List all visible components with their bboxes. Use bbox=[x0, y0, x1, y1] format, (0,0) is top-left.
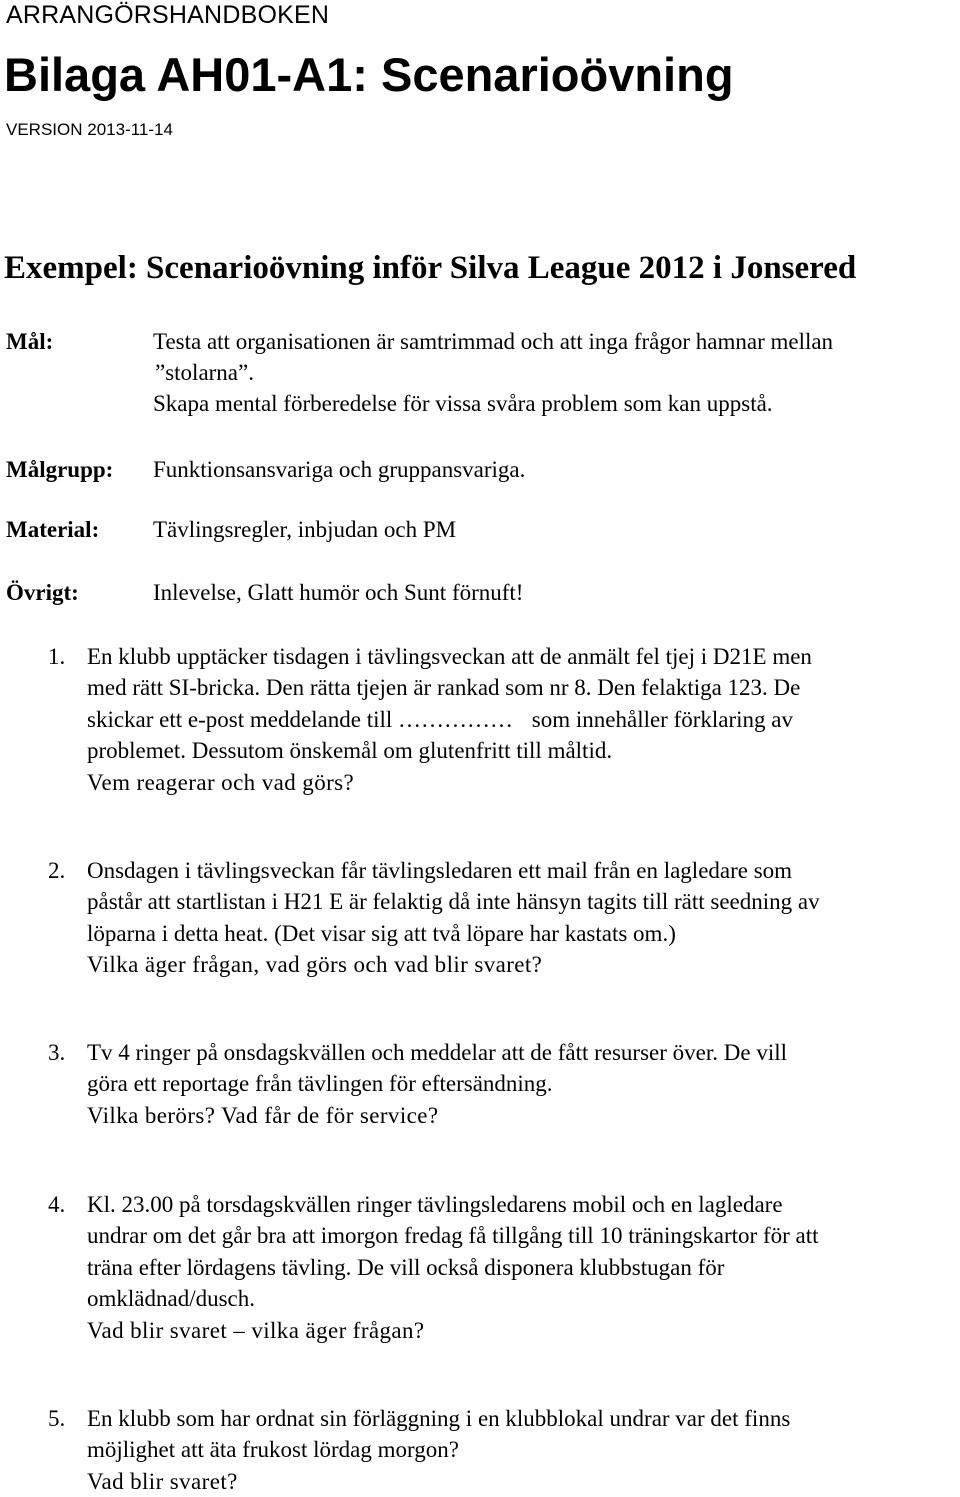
question-1-line-1: En klubb upptäcker tisdagen i tävlingsveckan att de anmält fel tjej i D21E men bbox=[87, 644, 812, 669]
question-2-body bbox=[87, 855, 955, 981]
question-1-number: 1. bbox=[48, 644, 66, 669]
version-label: VERSION 2013-11-14 bbox=[6, 120, 173, 139]
question-5-number: 5. bbox=[48, 1406, 66, 1431]
field-label-material: Material: bbox=[6, 517, 100, 542]
recipient-blank: …………… bbox=[398, 706, 514, 732]
question-2-number: 2. bbox=[48, 858, 66, 883]
question-1-line-3-before: skickar ett e-post meddelande till bbox=[87, 706, 393, 732]
question-1-ask: Vem reagerar och vad görs? bbox=[87, 769, 355, 795]
question-5-line-2: möjlighet att äta frukost lördag morgon? bbox=[87, 1437, 459, 1463]
question-2-line-1: Onsdagen i tävlingsveckan får tävlingsledaren ett mail från en lagledare som bbox=[87, 858, 793, 883]
question-4-line-3: träna efter lördagens tävling. De vill också disponera klubbstugan för bbox=[87, 1254, 725, 1280]
field-value-ovrigt: Inlevelse, Glatt humör och Sunt förnuft! bbox=[153, 580, 524, 605]
mal-line-1: Testa att organisationen är samtrimmad och att inga frågor hamnar mellan bbox=[153, 329, 834, 354]
question-5-ask: Vad blir svaret? bbox=[87, 1468, 238, 1494]
question-2-line-3: löparna i detta heat. (Det visar sig att två löpare har kastats om.) bbox=[87, 920, 676, 946]
question-3-line-1: Tv 4 ringer på onsdagskvällen och meddelar att de fått resurser över. De vill bbox=[87, 1040, 787, 1065]
question-4-number: 4. bbox=[48, 1192, 66, 1217]
question-4-line-1: Kl. 23.00 på torsdagskvällen ringer tävlingsledarens mobil och en lagledare bbox=[87, 1192, 783, 1217]
mal-line-2: ”stolarna”. bbox=[155, 360, 254, 385]
mal-line-3: Skapa mental förberedelse för vissa svåra problem som kan uppstå. bbox=[153, 391, 773, 416]
question-1-line-4: problemet. Dessutom önskemål om glutenfritt till måltid. bbox=[87, 738, 613, 764]
example-heading: Exempel: Scenarioövning inför Silva League 2012 i Jonsered bbox=[4, 250, 857, 286]
question-5-body bbox=[87, 1403, 955, 1497]
question-4-line-2: undrar om det går bra att imorgon fredag få tillgång till 10 träningskartor för att bbox=[87, 1223, 819, 1249]
field-label-mal: Mål: bbox=[6, 329, 54, 354]
question-1-line-2: med rätt SI-bricka. Den rätta tjejen är rankad som nr 8. Den felaktiga 123. De bbox=[87, 675, 801, 701]
handbook-kicker: ARRANGÖRSHANDBOKEN bbox=[6, 1, 330, 29]
question-3-ask: Vilka berörs? Vad får de för service? bbox=[87, 1102, 439, 1128]
field-value-mal bbox=[153, 326, 958, 419]
field-label-malgrupp: Målgrupp: bbox=[6, 457, 114, 482]
question-3-body bbox=[87, 1037, 955, 1131]
question-4-line-4: omklädnad/dusch. bbox=[87, 1286, 255, 1312]
question-4-ask: Vad blir svaret – vilka äger frågan? bbox=[87, 1317, 425, 1343]
question-4-body bbox=[87, 1189, 955, 1346]
question-1-line-3-after: som innehåller förklaring av bbox=[531, 706, 794, 732]
question-2-line-2: påstår att startlistan i H21 E är felaktig då inte hänsyn tagits till rätt seedning av bbox=[87, 889, 820, 915]
field-label-ovrigt: Övrigt: bbox=[6, 580, 79, 605]
field-value-material: Tävlingsregler, inbjudan och PM bbox=[153, 517, 457, 542]
question-1-body bbox=[87, 641, 955, 798]
question-3-line-2: göra ett reportage från tävlingen för eftersändning. bbox=[87, 1071, 553, 1097]
document-title: Bilaga AH01-A1: Scenarioövning bbox=[4, 48, 734, 101]
field-value-malgrupp: Funktionsansvariga och gruppansvariga. bbox=[153, 457, 526, 482]
question-2-ask: Vilka äger frågan, vad görs och vad blir svaret? bbox=[87, 952, 543, 978]
question-1-line-3 bbox=[87, 704, 955, 735]
question-3-number: 3. bbox=[48, 1040, 66, 1065]
question-5-line-1: En klubb som har ordnat sin förläggning i en klubblokal undrar var det finns bbox=[87, 1406, 791, 1431]
